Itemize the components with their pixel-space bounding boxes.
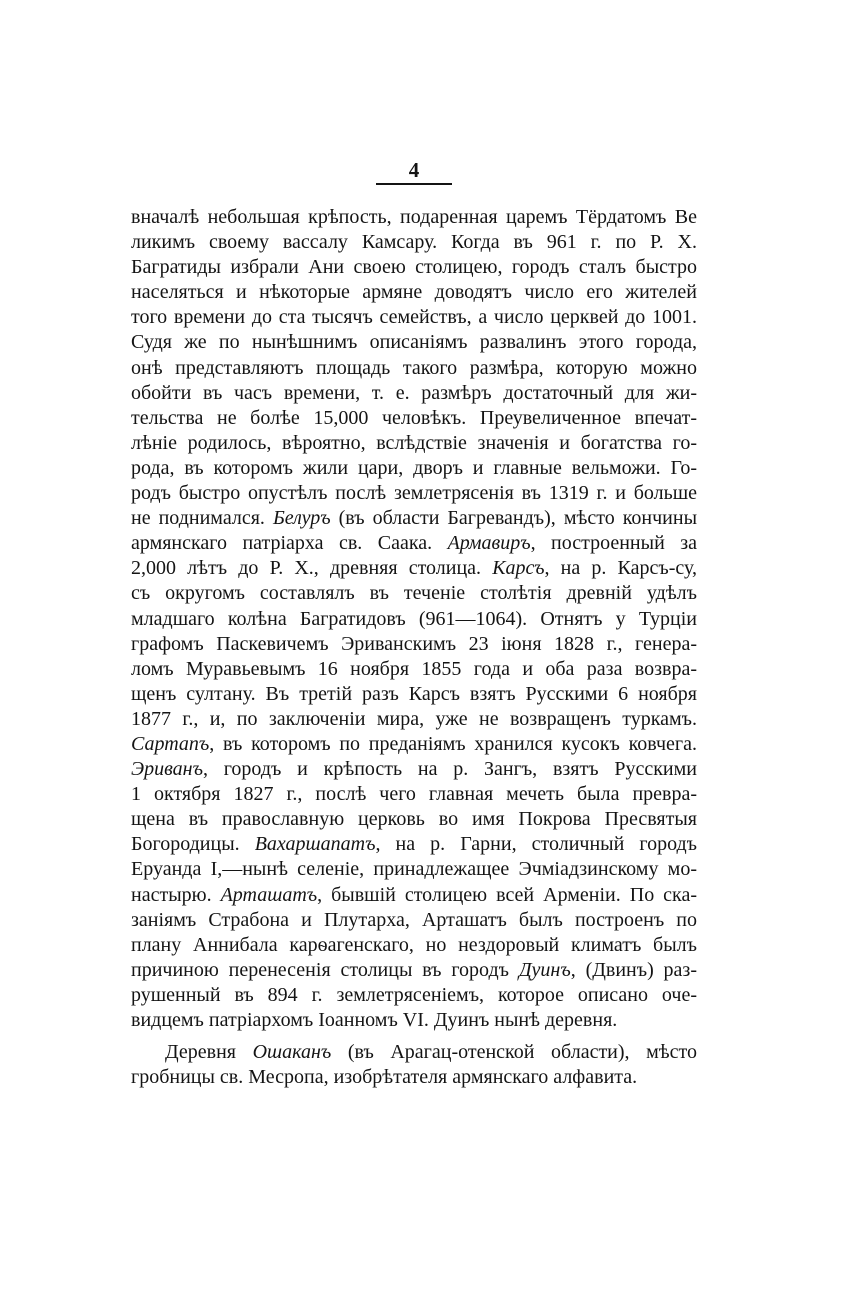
text-run: заніямъ Страбона и Плутарха, Арташатъ былъ построенъ по bbox=[131, 908, 697, 931]
text-line bbox=[131, 431, 697, 456]
text-run: тельства не болѣе 15,000 человѣкъ. Преувеличенное впечат- bbox=[131, 406, 697, 429]
text-run: причиною перенесенія столицы въ городъ bbox=[131, 958, 519, 981]
place-name: Вахаршапатъ bbox=[254, 833, 376, 856]
text-line bbox=[131, 807, 697, 832]
text-line bbox=[131, 406, 697, 431]
header-rule bbox=[376, 183, 452, 185]
body-text bbox=[131, 205, 697, 1090]
text-line bbox=[131, 280, 697, 305]
text-run: гробницы св. Месропа, изобрѣтателя армянскаго алфавита. bbox=[131, 1066, 638, 1089]
text-run: рушенный въ 894 г. землетрясеніемъ, которое описано оче- bbox=[131, 983, 697, 1006]
text-run: Еруанда I,—нынѣ селеніе, принадлежащее Эчміадзинскому мо- bbox=[131, 858, 697, 881]
text-run: (въ области Багревандъ), мѣсто кончины bbox=[330, 507, 698, 530]
text-run: младшаго колѣна Багратидовъ (961—1064). Отнятъ у Турціи bbox=[131, 607, 697, 630]
text-run: щена въ православную церковь во имя Покрова Пресвятыя bbox=[131, 808, 697, 831]
text-line bbox=[131, 456, 697, 481]
text-line bbox=[131, 607, 697, 632]
text-line bbox=[131, 531, 697, 556]
text-run: , на р. Карсъ-су, bbox=[544, 557, 697, 580]
paragraph-gap bbox=[131, 1033, 697, 1040]
text-run: плану Аннибала карѳагенскаго, но нездоровый климатъ былъ bbox=[131, 933, 697, 956]
text-line bbox=[131, 707, 697, 732]
text-run: (въ Арагац-отенской области), мѣсто bbox=[331, 1041, 697, 1064]
text-run: ломъ Муравьевымъ 16 ноября 1855 года и оба раза возвра- bbox=[131, 657, 697, 680]
text-line bbox=[131, 481, 697, 506]
text-line bbox=[131, 857, 697, 882]
text-run: съ округомъ составлялъ въ теченіе столѣтія древній удѣлъ bbox=[131, 582, 697, 605]
text-run: , (Двинъ) раз- bbox=[570, 958, 697, 981]
place-name: Белуръ bbox=[272, 507, 331, 530]
text-run: 1877 г., и, по заключеніи мира, уже не возвращенъ туркамъ. bbox=[131, 707, 697, 730]
text-line bbox=[131, 356, 697, 381]
text-run: Судя же по нынѣшнимъ описаніямъ развалинъ этого города, bbox=[131, 331, 697, 354]
text-run: обойти въ часъ времени, т. е. размѣръ достаточный для жи- bbox=[131, 381, 697, 404]
text-run: онѣ представляютъ площадь такого размѣра, которую можно bbox=[131, 356, 697, 379]
text-run: вначалѣ небольшая крѣпость, подаренная царемъ Тёрдатомъ Ве bbox=[131, 206, 697, 228]
text-run: , въ которомъ по преданіямъ хранился кусокъ ковчега. bbox=[209, 732, 697, 755]
text-run: Богородицы. bbox=[131, 833, 255, 856]
text-run: населяться и нѣкоторые армяне доводятъ число его жителей bbox=[131, 281, 697, 304]
text-run: не поднимался. bbox=[131, 507, 273, 530]
text-line bbox=[131, 230, 697, 255]
text-line bbox=[131, 1040, 697, 1065]
paragraph bbox=[131, 205, 697, 1033]
text-line bbox=[131, 255, 697, 280]
place-name: Армавиръ bbox=[447, 532, 531, 555]
text-line bbox=[131, 782, 697, 807]
text-run: родъ быстро опустѣлъ послѣ землетрясенія въ 1319 г. и больше bbox=[131, 482, 697, 505]
text-line bbox=[131, 205, 697, 230]
paragraph bbox=[131, 1040, 697, 1090]
text-run: рода, въ которомъ жили цари, дворъ и главные вельможи. Го- bbox=[131, 456, 697, 479]
place-name: Ошаканъ bbox=[252, 1041, 332, 1064]
text-line bbox=[131, 1065, 697, 1090]
text-line bbox=[131, 556, 697, 581]
text-line bbox=[131, 632, 697, 657]
text-line bbox=[131, 732, 697, 757]
text-run: графомъ Паскевичемъ Эриванскимъ 23 іюня 1828 г., генера- bbox=[131, 632, 697, 655]
text-run: , на р. Гарни, столичный городъ bbox=[375, 833, 698, 856]
text-run: , построенный за bbox=[530, 532, 697, 555]
page-number: 4 bbox=[408, 158, 420, 182]
text-run: 1 октября 1827 г., послѣ чего главная мечеть была превра- bbox=[131, 783, 697, 806]
text-run: настырю. bbox=[131, 883, 221, 906]
text-run: , городъ и крѣпость на р. Зангъ, взятъ Русскими bbox=[202, 758, 697, 781]
text-run: видцемъ патріархомъ Іоанномъ VI. Дуинъ нынѣ деревня. bbox=[131, 1009, 618, 1031]
text-line bbox=[131, 330, 697, 355]
text-run: 2,000 лѣтъ до Р. Х., древняя столица. bbox=[131, 557, 493, 580]
text-run: Багратиды избрали Ани своею столицею, городъ сталъ быстро bbox=[131, 256, 697, 279]
text-line bbox=[131, 657, 697, 682]
place-name: Сартапъ bbox=[131, 732, 210, 755]
text-run: того времени до ста тысячъ семействъ, а число церквей до 1001. bbox=[131, 306, 697, 329]
text-line bbox=[131, 581, 697, 606]
text-run: ликимъ своему вассалу Камсару. Когда въ 961 г. по Р. Х. bbox=[131, 231, 697, 254]
text-run: , бывшій столицею всей Арменіи. По ска- bbox=[317, 883, 698, 906]
place-name: Арташатъ bbox=[220, 883, 318, 906]
text-line bbox=[131, 305, 697, 330]
text-line bbox=[131, 883, 697, 908]
text-run: армянскаго патріарха св. Саака. bbox=[131, 532, 448, 555]
text-line bbox=[131, 682, 697, 707]
text-line bbox=[131, 506, 697, 531]
text-line bbox=[131, 757, 697, 782]
text-run: щенъ султану. Въ третій разъ Карсъ взятъ Русскими 6 ноября bbox=[131, 682, 697, 705]
place-name: Карсъ bbox=[492, 557, 545, 580]
text-line bbox=[131, 381, 697, 406]
text-line bbox=[131, 1008, 697, 1033]
text-line bbox=[131, 832, 697, 857]
text-run: лѣніе родилось, вѣроятно, вслѣдствіе значенія и богатства го- bbox=[131, 431, 697, 454]
text-line bbox=[131, 958, 697, 983]
text-line bbox=[131, 933, 697, 958]
text-run: Деревня bbox=[165, 1041, 253, 1064]
place-name: Эриванъ bbox=[131, 758, 203, 781]
text-line bbox=[131, 983, 697, 1008]
place-name: Дуинъ bbox=[518, 958, 571, 981]
text-line bbox=[131, 908, 697, 933]
